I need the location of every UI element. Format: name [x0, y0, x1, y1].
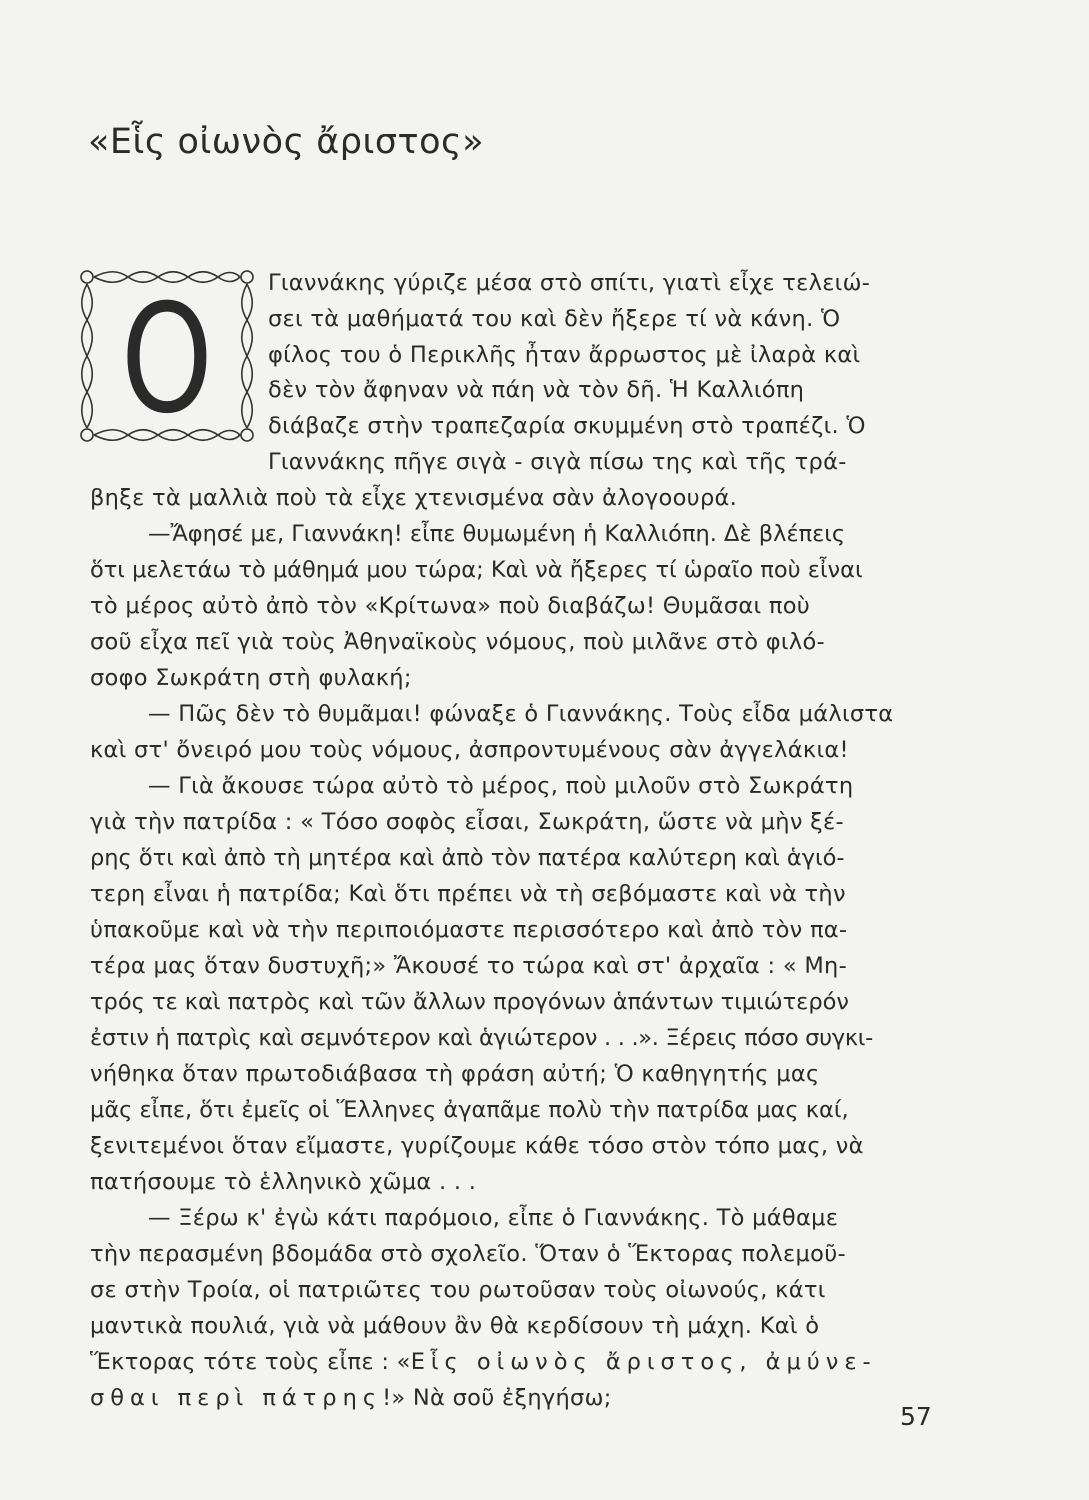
- text-line: — Ξέρω κ' ἐγὼ κάτι παρόμοιο, εἶπε ὁ Γιαννάκης. Τὸ μάθαμε: [148, 1205, 839, 1231]
- text-line: σοφο Σωκράτη στὴ φυλακή;: [90, 665, 412, 691]
- text-line: νήθηκα ὅταν πρωτοδιάβασα τὴ φράση αὐτή; Ὁ καθηγητής μας: [90, 1061, 820, 1087]
- drop-cap-frame-icon: [78, 268, 256, 444]
- text-line: δὲν τὸν ἄφηναν νὰ πάη νὰ τὸν δῆ. Ἡ Καλλιόπη: [268, 377, 805, 403]
- text-line: τερη εἶναι ἡ πατρίδα; Καὶ ὅτι πρέπει νὰ τὴ σεβόμαστε καὶ νὰ τὴν: [90, 881, 846, 907]
- text-line: καὶ στ' ὄνειρό μου τοὺς νόμους, ἀσπροντυμένους σὰν ἀγγελάκια!: [90, 737, 849, 763]
- quotation-spaced: σθαι περὶ πάτρης: [90, 1385, 383, 1411]
- text-segment: Ἕκτορας τότε τοὺς εἶπε : «: [90, 1349, 411, 1375]
- text-line: σε στὴν Τροία, οἱ πατριῶτες του ρωτοῦσαν τοὺς οἰωνούς, κάτι: [90, 1277, 826, 1303]
- text-line: γιὰ τὴν πατρίδα : « Τόσο σοφὸς εἶσαι, Σωκράτη, ὥστε νὰ μὴν ξέ-: [90, 809, 844, 835]
- text-line: σοῦ εἶχα πεῖ γιὰ τοὺς Ἀθηναϊκοὺς νόμους, ποὺ μιλᾶνε στὸ φιλό-: [90, 629, 825, 655]
- text-line: βηξε τὰ μαλλιὰ ποὺ τὰ εἶχε χτενισμένα σὰν ἀλογοουρά.: [90, 485, 738, 511]
- text-line: [90, 1344, 877, 1380]
- text-line: Γιαννάκης πῆγε σιγὰ - σιγὰ πίσω της καὶ τῆς τρά-: [268, 449, 847, 475]
- text-line: Γιαννάκης γύριζε μέσα στὸ σπίτι, γιατὶ εἶχε τελειώ-: [268, 270, 871, 296]
- text-line: φίλος του ὁ Περικλῆς ἦταν ἄρρωστος μὲ ἰλαρὰ καὶ: [268, 342, 861, 368]
- text-line: μᾶς εἶπε, ὅτι ἐμεῖς οἱ Ἕλληνες ἀγαπᾶμε πολὺ τὴν πατρίδα μας καί,: [90, 1097, 849, 1123]
- text-line: ρης ὅτι καὶ ἀπὸ τὴ μητέρα καὶ ἀπὸ τὸν πατέρα καλύτερη καὶ ἁγιό-: [90, 845, 845, 871]
- text-line: διάβαζε στὴν τραπεζαρία σκυμμένη στὸ τραπέζι. Ὁ: [268, 413, 866, 439]
- text-line: ξενιτεμένοι ὅταν εἴμαστε, γυρίζουμε κάθε τόσο στὸν τόπο μας, νὰ: [90, 1133, 864, 1159]
- text-line: τὸ μέρος αὐτὸ ἀπὸ τὸν «Κρίτωνα» ποὺ διαβάζω! Θυμᾶσαι ποὺ: [90, 593, 811, 619]
- text-line: —Ἄφησέ με, Γιαννάκη! εἶπε θυμωμένη ἡ Καλλιόπη. Δὲ βλέπεις: [148, 521, 846, 547]
- drop-cap-letter: Ο: [120, 271, 213, 444]
- text-line: τρός τε καὶ πατρὸς καὶ τῶν ἄλλων προγόνων ἁπάντων τιμιώτερόν: [90, 989, 849, 1015]
- chapter-title: «Εἷς οἰωνὸς ἄριστος»: [88, 122, 484, 162]
- text-line: ὅτι μελετάω τὸ μάθημά μου τώρα; Καὶ νὰ ἤξερες τί ὡραῖο ποὺ εἶναι: [90, 557, 863, 583]
- text-line: ὑπακοῦμε καὶ νὰ τὴν περιποιόμαστε περισσότερο καὶ ἀπὸ τὸν πα-: [90, 917, 848, 943]
- text-line: σει τὰ μαθήματά του καὶ δὲν ἤξερε τί νὰ κάνη. Ὁ: [268, 306, 841, 332]
- drop-cap: [78, 268, 256, 444]
- text-line: — Πῶς δὲν τὸ θυμᾶμαι! φώναξε ὁ Γιαννάκης. Τοὺς εἶδα μάλιστα: [148, 701, 894, 727]
- text-segment: !» Νὰ σοῦ ἐξηγήσω;: [382, 1385, 612, 1411]
- text-line: τέρα μας ὅταν δυστυχῆ;» Ἄκουσέ το τώρα καὶ στ' ἀρχαῖα : « Μη-: [90, 953, 848, 979]
- text-line: ἐστιν ἡ πατρὶς καὶ σεμνότερον καὶ ἁγιώτερον . . .». Ξέρεις πόσο συγκι-: [90, 1025, 873, 1051]
- quotation-spaced: Εἷς οἰωνὸς ἄριστος, ἀμύνε-: [410, 1349, 877, 1375]
- text-line: τὴν περασμένη βδομάδα στὸ σχολεῖο. Ὅταν ὁ Ἕκτορας πολεμοῦ-: [90, 1241, 846, 1267]
- text-line: πατήσουμε τὸ ἑλληνικὸ χῶμα . . .: [90, 1169, 477, 1195]
- page-number: 57: [900, 1402, 932, 1431]
- text-line: μαντικὰ πουλιά, γιὰ νὰ μάθουν ἂν θὰ κερδίσουν τὴ μάχη. Καὶ ὁ: [90, 1313, 820, 1339]
- text-line: — Γιὰ ἄκουσε τώρα αὐτὸ τὸ μέρος, ποὺ μιλοῦν στὸ Σωκράτη: [148, 773, 854, 799]
- text-line: [90, 1380, 612, 1416]
